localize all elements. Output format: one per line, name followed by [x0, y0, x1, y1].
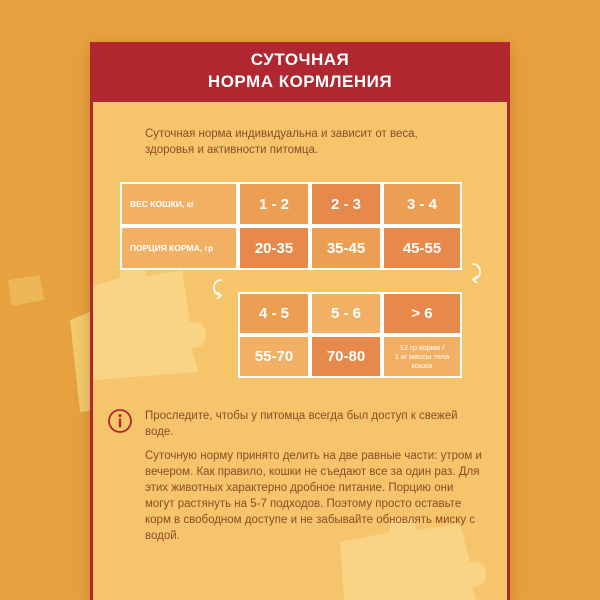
note-line: 12 гр корма /	[399, 343, 445, 352]
page-subtitle: НОРМА КОРМЛЕНИЯ	[207, 72, 393, 91]
portion-label: ПОРЦИЯ КОРМА, гр	[120, 226, 238, 270]
note-line: 1 кг массы тела	[394, 352, 450, 361]
info-icon	[107, 408, 133, 434]
portion-cell: 20-35	[238, 226, 310, 270]
weight-label: ВЕС КОШКИ, кг	[120, 182, 238, 226]
portion-cell: 45-55	[382, 226, 462, 270]
weight-cell: 2 - 3	[310, 182, 382, 226]
feeding-advice-text: Суточную норму принято делить на две равные части: утром и вечером. Как правило, кошки не съедают все за один раз. Для этих животных характерно дробное питание. Порцию они могут растянуть на 5-7 подходов. Поэтому просто оставьте корм в свободном доступе и не забывайте обновлять миску с водой.	[145, 450, 482, 542]
card-header	[90, 42, 510, 102]
puzzle-decoration	[8, 275, 44, 306]
arrow-down-left-icon	[204, 278, 228, 302]
intro-text: Суточная норма индивидуальна и зависит от веса, здоровья и активности питомца.	[145, 128, 418, 156]
weight-cell: 5 - 6	[310, 292, 382, 335]
note-line: кошки	[411, 361, 433, 370]
weight-cell: 3 - 4	[382, 182, 462, 226]
arrow-down-right-icon	[466, 262, 490, 286]
feeding-card	[90, 42, 510, 600]
water-tip: Проследите, чтобы у питомца всегда был доступ к свежей воде.	[145, 410, 458, 438]
weight-cell: 4 - 5	[238, 292, 310, 335]
page-title: СУТОЧНАЯ	[250, 50, 350, 69]
weight-cell: > 6	[382, 292, 462, 335]
portion-cell: 55-70	[238, 335, 310, 378]
portion-cell: 35-45	[310, 226, 382, 270]
weight-cell: 1 - 2	[238, 182, 310, 226]
portion-cell: 70-80	[310, 335, 382, 378]
portion-note	[382, 335, 462, 378]
